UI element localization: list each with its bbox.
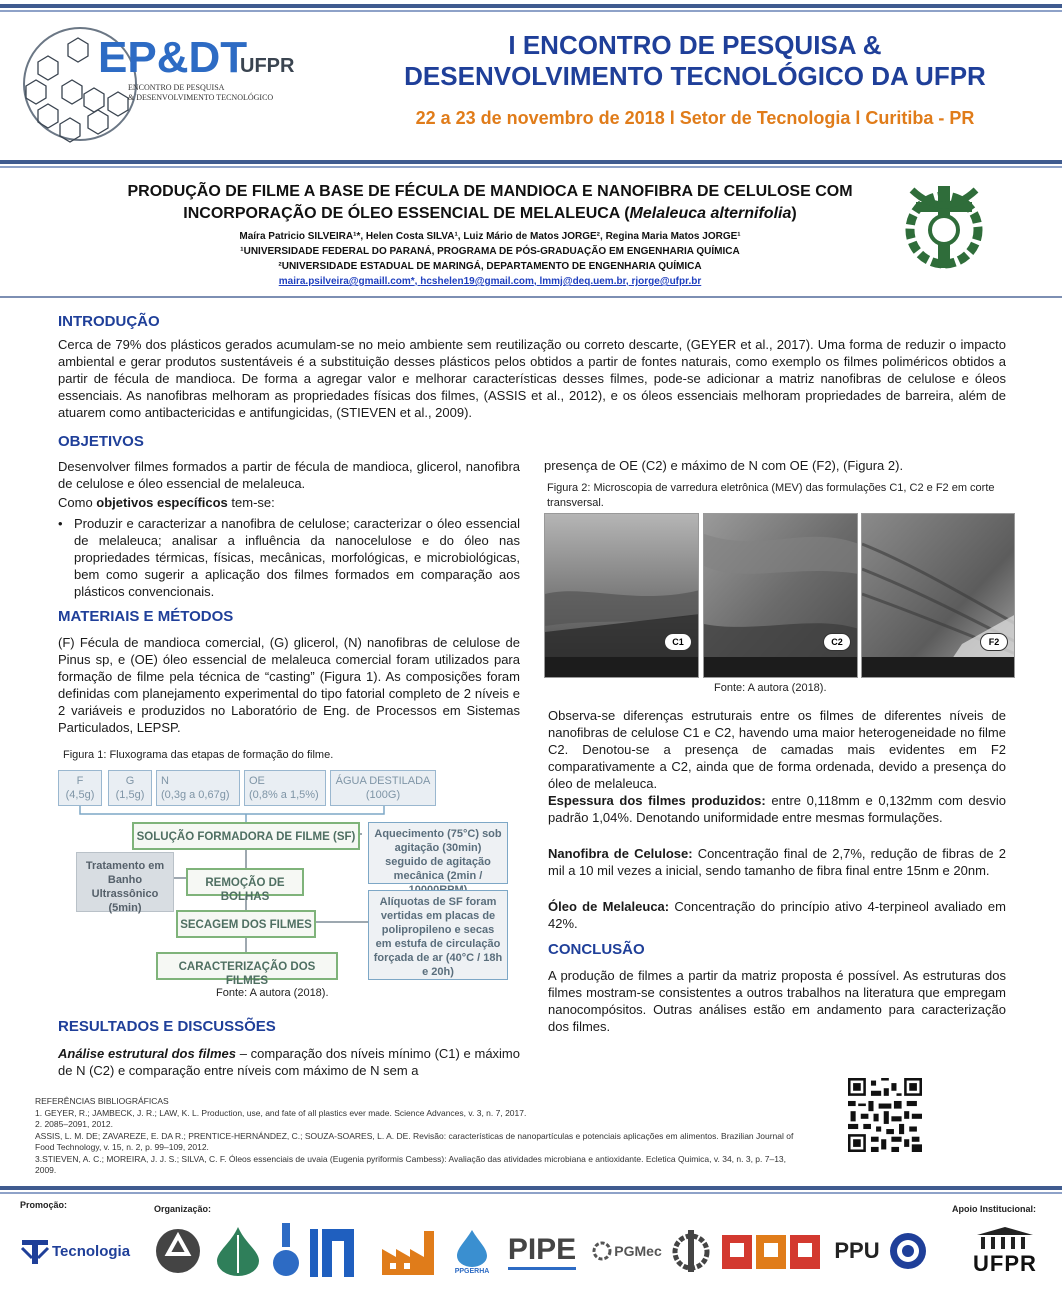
header-stripe-thin bbox=[0, 166, 1062, 168]
flow-step-solution: SOLUÇÃO FORMADORA DE FILME (SF) bbox=[132, 822, 360, 850]
flow-input-g: G (1,5g) bbox=[108, 770, 152, 806]
factory-logo bbox=[378, 1220, 442, 1282]
qr-code-icon[interactable] bbox=[848, 1078, 922, 1152]
flask-icon bbox=[271, 1221, 301, 1281]
support-label: Apoio Institucional: bbox=[952, 1204, 1036, 1214]
circle-logo bbox=[886, 1220, 930, 1282]
footer-stripe bbox=[0, 1186, 1062, 1190]
emblem-small-icon bbox=[670, 1228, 712, 1274]
drop-logo bbox=[210, 1220, 266, 1282]
tecnologia-logo: Tecnologia bbox=[16, 1220, 134, 1282]
promo-label: Promoção: bbox=[20, 1200, 68, 1210]
top-stripe-thin bbox=[0, 10, 1062, 12]
ppgerha-logo: PPGERHA bbox=[448, 1220, 496, 1282]
pipe-logo: PIPE bbox=[500, 1220, 584, 1282]
oil-text: Óleo de Melaleuca: Concentração do princípio ativo 4-terpineol avaliado em 42%. bbox=[548, 899, 1006, 931]
pgmec-logo: PGMec bbox=[590, 1220, 664, 1282]
circle-logo-icon bbox=[888, 1231, 928, 1271]
affiliation-2: ²UNIVERSIDADE ESTADUAL DE MARINGÁ, DEPARTAMENTO DE ENGENHARIA QUÍMICA bbox=[278, 261, 702, 272]
logo-sub1: ENCONTRO DE PESQUISA bbox=[128, 83, 225, 92]
objectives-heading: OBJETIVOS bbox=[58, 433, 144, 450]
flow-input-water: ÁGUA DESTILADA (100G) bbox=[330, 770, 436, 806]
objective-bullet: • Produzir e caracterizar a nanofibra de celulose; caracterizar o óleo essencial de melaleuca; analisar a influência da nanocelulose e do óleo nas propriedades térmicas, físicas, mecânicas, morfológicas, e microbiológicas, bem como sugerir a aplicação dos filmes formados em comparação aos plásticos convencionais. bbox=[58, 515, 520, 600]
figure1-caption: Figura 1: Fluxograma das etapas de formação do filme. bbox=[63, 749, 334, 761]
pet-icon bbox=[720, 1229, 824, 1273]
water-drop-icon bbox=[215, 1225, 261, 1277]
emblem-logo bbox=[666, 1220, 716, 1282]
email-link[interactable]: hcshelen19@gmail.com bbox=[420, 276, 534, 287]
ppu-logo: PPU bbox=[834, 1238, 880, 1263]
conclusion-heading: CONCLUSÃO bbox=[548, 941, 645, 958]
event-subtitle: 22 a 23 de novembro de 2018 l Setor de Tecnologia l Curitiba - PR bbox=[415, 108, 975, 128]
sem-label-c2: C2 bbox=[823, 633, 851, 651]
analysis-continued: presença de OE (C2) e máximo de N com OE (F2), (Figura 2). bbox=[544, 458, 904, 473]
sem-image-c1 bbox=[544, 513, 699, 678]
sem-label-c1: C1 bbox=[664, 633, 692, 651]
title-divider bbox=[0, 296, 1062, 298]
ufpr-building-icon bbox=[975, 1225, 1035, 1251]
event-title: I ENCONTRO DE PESQUISA & DESENVOLVIMENTO TECNOLÓGICO DA UFPR bbox=[404, 30, 986, 91]
department-emblem-icon bbox=[898, 180, 990, 272]
sem-info-bar bbox=[704, 657, 857, 677]
header-stripe bbox=[0, 160, 1062, 164]
footer-stripe-thin bbox=[0, 1192, 1062, 1194]
authors: Maíra Patricio SILVEIRA¹*, Helen Costa SILVA¹, Luiz Mário de Matos JORGE², Regina Maria Matos JORGE¹ bbox=[239, 231, 741, 242]
pet-logo bbox=[718, 1220, 826, 1282]
sem-info-bar bbox=[862, 657, 1014, 677]
ufpr-logo: UFPR bbox=[960, 1220, 1050, 1282]
flow-note-heating: Aquecimento (75°C) sob agitação (30min) seguido de agitação mecânica (2min / bbox=[368, 822, 508, 884]
reference-item: ASSIS, L. M. DE; ZAVAREZE, E. DA R.; PRENTICE-HERNÁNDEZ, C.; SOUZA-SOARES, L. A. DE. Revisão: características de nanopartículas e potenciais aplicações em alimentos. Brazilian Journal of Food Technology, v. 15, n. 2, p. 99–109, 2012. bbox=[35, 1130, 794, 1152]
intro-text: Cerca de 79% dos plásticos gerados acumulam-se no meio ambiente sem reutilização ou correto descarte, (GEYER et al., 2017). Uma forma de reduzir o impacto ambiental e gerar produtos sustentáveis é a substituição desses plásticos pelos obtidos a partir de fontes naturais, como exemplo os filmes poliméricos obtidos a partir de fécula de mandioca. De forma a agregar valor e melhorar características desses filmes, pode-se adicionar a matriz nanofibras de celulose e óleos essenciais. As nanofibras melhoram as propriedades físicas dos filmes, (ASSIS et al., 2012), e os óleos essenciais melhoram propriedades de barreira, além de atuarem como antibactericidas e antifungicidas, (STIEVEN et al., 2009). bbox=[58, 337, 1006, 420]
sem-label-f2: F2 bbox=[980, 633, 1008, 651]
nanofiber-text: Nanofibra de Celulose: Concentração final de 2,7%, redução de fibras de 2 mil a 10 mil vezes a inicial, sendo tamanho de fibra final entre 15nm e 20nm. bbox=[548, 846, 1006, 878]
org-label: Organização: bbox=[154, 1204, 212, 1214]
logo-ufpr: UFPR bbox=[240, 55, 295, 77]
flowchart bbox=[58, 770, 518, 987]
results-heading: RESULTADOS E DISCUSSÕES bbox=[58, 1018, 276, 1035]
building-icon bbox=[308, 1223, 356, 1279]
sem-image-f2 bbox=[861, 513, 1015, 678]
recycle-icon bbox=[153, 1226, 203, 1276]
email-link[interactable]: lmmj@deq.uem.br bbox=[539, 276, 626, 287]
methods-heading: MATERIAIS E MÉTODOS bbox=[58, 608, 234, 625]
dept-logo bbox=[306, 1220, 358, 1282]
flow-input-n: N (0,3g a 0,67g) bbox=[156, 770, 240, 806]
figure2-caption: Figura 2: Microscopia de varredura eletrônica (MEV) das formulações C1, C2 e F2 em corte transversal. bbox=[547, 482, 995, 509]
flow-step-characterization: CARACTERIZAÇÃO DOS FILMES bbox=[156, 952, 338, 980]
intro-heading: INTRODUÇÃO bbox=[58, 313, 160, 330]
emails: maira.psilveira@gmaill.com*, hcshelen19@gmail.com, lmmj@deq.uem.br, rjorge@ufpr.br bbox=[278, 276, 702, 287]
references bbox=[35, 1096, 795, 1177]
conclusion-text: A produção de filmes a partir da matriz proposta é possível. As estruturas dos filmes mostram-se consistentes a outros trabalhos na literatura que empregam nanocompósitos. Outras análises estão em andamento para caracterização dos filmes. bbox=[548, 968, 1006, 1034]
references-heading: REFERÊNCIAS BIBLIOGRÁFICAS bbox=[35, 1096, 169, 1106]
factory-icon bbox=[380, 1225, 440, 1277]
analysis-text: Análise estrutural dos filmes – comparação dos níveis mínimo (C1) e máximo de N (C2) e comparação entre níveis com máximo de N sem a bbox=[58, 1046, 520, 1078]
logo-sub2: & DESENVOLVIMENTO TECNOLÓGICO bbox=[128, 93, 274, 102]
ppgerha-icon bbox=[455, 1228, 489, 1268]
flow-step-bubbles: REMOÇÃO DE BOLHAS bbox=[186, 868, 304, 896]
lab-logo bbox=[268, 1220, 304, 1282]
flow-input-oe: OE (0,8% a 1,5%) bbox=[244, 770, 326, 806]
figure2-source: Fonte: A autora (2018). bbox=[714, 682, 827, 694]
recycle-logo bbox=[150, 1220, 206, 1282]
flow-input-f: F (4,5g) bbox=[58, 770, 102, 806]
epdt-logo bbox=[18, 14, 336, 144]
authors-block bbox=[60, 229, 920, 289]
figure1-source: Fonte: A autora (2018). bbox=[216, 987, 329, 999]
flow-step-drying: SECAGEM DOS FILMES bbox=[176, 910, 316, 938]
email-link[interactable]: maira.psilveira@gmaill.com* bbox=[278, 276, 415, 287]
reference-item: 2. 2085–2091, 2012. bbox=[35, 1119, 113, 1129]
paper-title: PRODUÇÃO DE FILME A BASE DE FÉCULA DE MANDIOCA E NANOFIBRA DE CELULOSE COM INCORPORAÇÃO DE ÓLEO ESSENCIAL DE MELALEUCA (Melaleuca alternifolia) bbox=[127, 183, 853, 222]
gear-icon bbox=[592, 1241, 612, 1261]
methods-text: (F) Fécula de mandioca comercial, (G) glicerol, (N) nanofibras de celulose de Pinus sp, e (OE) óleo essencial de melaleuca comercial foram utilizados para formação de filme pela técnica de “casting” (Figura 1). As composições foram definidas com planejamento experimental do tipo fatorial completo de 2 níveis e 2 variáveis e produzidos no Laboratório de Eng. de Processos em Sistemas Particulados, LEPSP. bbox=[58, 635, 520, 735]
objectives-text: Desenvolver filmes formados a partir de fécula de mandioca, glicerol, nanofibra de celulose e óleo essencial de melaleuca. Como objetivos específicos tem-se: • Produzir e caracterizar a nanofibra de celulose; caracterizar o óleo essencial de melaleuca; analisar a influência da nanocelulose e do óleo nas propriedades térmicas, físicas, mecânicas, morfológicas, e microbiológicas, bem como sugerir a aplicação dos filmes formados em comparação aos plásticos convencionais. bbox=[58, 458, 520, 600]
sem-image-c2 bbox=[703, 513, 858, 678]
reference-item: 1. GEYER, R.; JAMBECK, J. R.; LAW, K. L. Production, use, and fate of all plastics ever made. Science Advances, v. 3, n. 7, 2017. bbox=[35, 1107, 527, 1118]
flow-note-aliquots: Alíquotas de SF foram vertidas em placas de polipropileno e secas em estufa de circulação forçada de ar (40°C / 18h e 20h) bbox=[368, 890, 508, 980]
sem-info-bar bbox=[545, 657, 698, 677]
affiliation-1: ¹UNIVERSIDADE FEDERAL DO PARANÁ, PROGRAMA DE PÓS-GRADUAÇÃO EM ENGENHARIA QUÍMICA bbox=[240, 246, 740, 257]
email-link[interactable]: rjorge@ufpr.br bbox=[631, 276, 702, 287]
flow-note-ultrasonic: Tratamento em Banho Ultrassônico (5min) bbox=[76, 852, 174, 912]
logo-text: EP&DT bbox=[98, 33, 248, 82]
thickness-text: Espessura dos filmes produzidos: entre 0,118mm e 0,132mm com desvio padrão 1,04%. Denotando uniformidade entre mesmas formulações. bbox=[548, 793, 1007, 825]
top-stripe bbox=[0, 4, 1062, 8]
observe-text: Observa-se diferenças estruturais entre os filmes de diferentes níveis de nanofibras de celulose C1 e C2, havendo uma maior heterogeneidade no filme C2. Denotou-se a presença de camadas mais evidentes em F2 comparativamente a C2, ainda que de forma ordenada, devido a presença do óleo de melaleuca. bbox=[548, 708, 1006, 791]
tecnologia-icon bbox=[20, 1236, 50, 1266]
reference-item: 3.STIEVEN, A. C.; MOREIRA, J. J. S.; SILVA, C. F. Óleos essenciais de uvaia (Eugenia pyriformis Cambess): Avaliação das atividades microbiana e antioxidante. Ecletica Quimica, v. 34, n. 3, p. 7–13, 2009. bbox=[35, 1153, 787, 1175]
